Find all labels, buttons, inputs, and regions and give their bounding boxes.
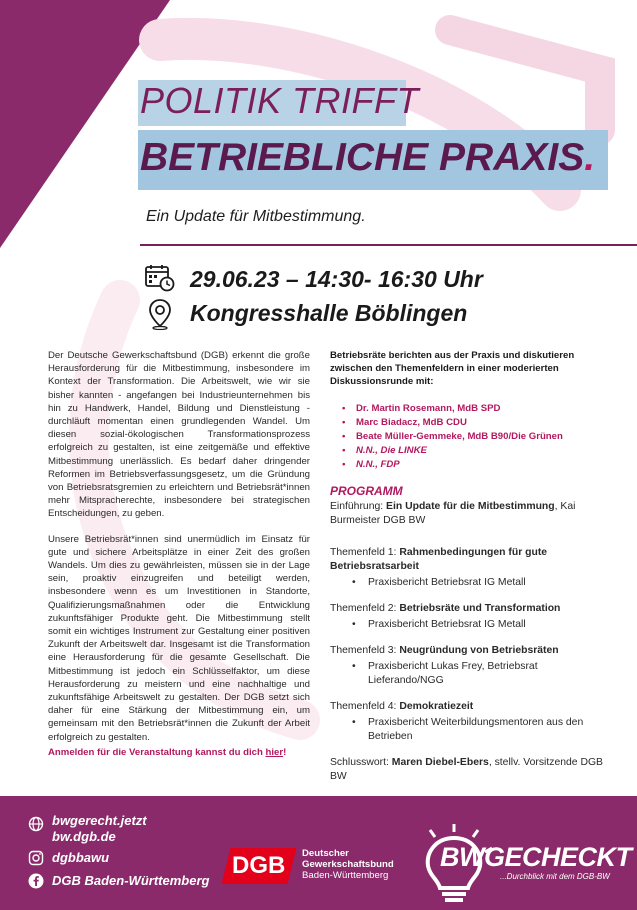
theme-title: Betriebsräte und Transformation [399, 603, 561, 614]
calendar-clock-icon [145, 264, 175, 292]
theme-block-2 [330, 602, 610, 632]
theme-block-3 [330, 644, 610, 688]
title-line-1: POLITIK TRIFFT [140, 80, 420, 121]
theme-item: • Praxisbericht Weiterbildungsmentoren aus den Betrieben [352, 716, 610, 744]
intro-title: Ein Update für die Mitbestimmung [386, 501, 555, 512]
website-link-1[interactable]: bwgerecht.jetzt [52, 813, 147, 828]
theme-title: Demokratiezeit [399, 701, 474, 712]
theme-title: Neugründung von Betriebsräten [399, 645, 559, 656]
event-venue: Kongresshalle Böblingen [190, 300, 468, 326]
theme-item: • Praxisbericht Betriebsrat IG Metall [352, 576, 610, 590]
program-introduction [330, 500, 610, 528]
divider-line [140, 244, 637, 246]
discussion-intro: Betriebsräte berichten aus der Praxis und diskutieren zwischen den Themenfeldern in einer moderierten Diskussionsrunde mit: [330, 350, 575, 387]
program-heading: PROGRAMM [330, 484, 403, 498]
speaker-list [330, 402, 610, 471]
speaker-item: • Marc Biadacz, MdB CDU [342, 416, 610, 429]
website-link-2[interactable]: bw.dgb.de [52, 829, 116, 844]
title-dot: . [584, 136, 596, 179]
dgb-logo: DGB [232, 852, 286, 879]
registration-line [48, 746, 310, 759]
theme-label: Themenfeld 4: [330, 701, 400, 712]
theme-items [330, 716, 610, 744]
right-column [330, 349, 610, 796]
registration-link[interactable]: hier [265, 746, 284, 758]
theme-label: Themenfeld 1: [330, 547, 400, 558]
subtitle: Ein Update für Mitbestimmung. [146, 208, 366, 225]
intro-speaker: , Kai Burmeister DGB BW [330, 501, 576, 526]
theme-block-1 [330, 546, 610, 590]
dgb-region: Baden-Württemberg [302, 870, 389, 881]
facebook-icon [28, 873, 44, 889]
theme-item: • Praxisbericht Betriebsrat IG Metall [352, 618, 610, 632]
theme-label: Themenfeld 3: [330, 645, 400, 656]
registration-end: ! [283, 746, 287, 758]
bwgecheckt-logo: BWGECHECKT [440, 842, 632, 872]
left-column [48, 349, 310, 759]
instagram-icon [28, 850, 44, 866]
globe-icon [28, 816, 44, 832]
location-pin-icon [148, 298, 172, 330]
description-paragraph-1: Der Deutsche Gewerkschaftsbund (DGB) erkennt die große Herausforderung für die Mitbestimmung, insbesondere im Kontext der Transformation. Die Arbeitswelt, wie wir sie bisher kannten - angefangen bei Industrieunternehmen bis hin zu Handwerk, Handel, Bildung und Dienstleistung - durchläuft momentan einen grundlegenden Wandel. Um diesen sozial-ökologischen Transformationsprozess erfolgreich zu gestalten, ist eine zeitgemäße und effektive Mitbestimmung unerlässlich. Es bedarf daher dringender Reformen im Betriebsverfassungsgesetz, um die Gründung von Betriebsratsgremien zu erleichtern und Betriebsrät*innen mehr Mitspracherechte, insbesondere bei strategischen Entscheidungen, zu geben. [48, 350, 310, 520]
registration-text: Anmelden für die Veranstaltung kannst du dich [48, 746, 266, 758]
facebook-page[interactable]: DGB Baden-Württemberg [52, 873, 210, 888]
title-line-2-text: BETRIEBLICHE PRAXIS [140, 136, 585, 179]
title-line-2 [140, 136, 595, 180]
closing-name: Maren Diebel-Ebers [391, 757, 489, 768]
dgb-name [302, 848, 394, 870]
speaker-item: • Dr. Martin Rosemann, MdB SPD [342, 402, 610, 415]
closing-label: Schlusswort: [330, 757, 392, 768]
dgb-name-line-2: Gewerkschaftsbund [302, 859, 394, 870]
description-paragraph-2: Unsere Betriebsrät*innen sind unermüdlich im Einsatz für gute und sichere Arbeitsplätze in einer Zeit des großen Wandels. Um dies zu gewährleisten, müssen sie in der Lage sein, proaktiv einzugreifen und beteiligt werden, insbesondere wenn es um Investitionen in Standorte, Qualifizierungsmaßnahmen oder die Entwicklung zukunftsfähiger Produkte geht. Die Mitbestimmung stellt somit ein wichtiges Instrument zur Gestaltung einer positiven Zukunft der Arbeitswelt dar. Insgesamt ist die Transformation eine Herausforderung für die gesamte Gesellschaft. Die Mitbestimmung ist jedoch ein Schlüsselfaktor, um diese Herausforderung zu meistern und eine nachhaltige und zukunftsfähige Arbeitswelt zu gestalten. Der DGB setzt sich daher für eine Stärkung der Mitbestimmung ein, um gemeinsam mit den Betriebsrät*innen die Zukunft der Arbeit erfolgreich zu gestalten. [48, 533, 310, 743]
theme-label: Themenfeld 2: [330, 603, 400, 614]
theme-title: Rahmenbedingungen für gute Betriebsratsarbeit [330, 547, 548, 572]
theme-items [330, 660, 610, 688]
bwgecheckt-tagline: ...Durchblick mit dem DGB-BW [500, 872, 610, 881]
theme-items [330, 576, 610, 590]
event-datetime: 29.06.23 – 14:30- 16:30 Uhr [190, 266, 483, 292]
intro-label: Einführung: [330, 501, 387, 512]
speaker-item: • N.N., Die LINKE [342, 444, 610, 457]
theme-block-4 [330, 700, 610, 744]
closing-role: , stellv. Vorsitzende DGB BW [330, 757, 603, 782]
theme-items [330, 618, 610, 632]
theme-item: • Praxisbericht Lukas Frey, Betriebsrat Lieferando/NGG [352, 660, 610, 688]
speaker-item: • N.N., FDP [342, 458, 610, 471]
dgb-name-line-1: Deutscher [302, 848, 349, 859]
instagram-handle[interactable]: dgbbawu [52, 850, 110, 865]
speaker-item: • Beate Müller-Gemmeke, MdB B90/Die Grünen [342, 430, 610, 443]
closing-remarks [330, 756, 610, 784]
